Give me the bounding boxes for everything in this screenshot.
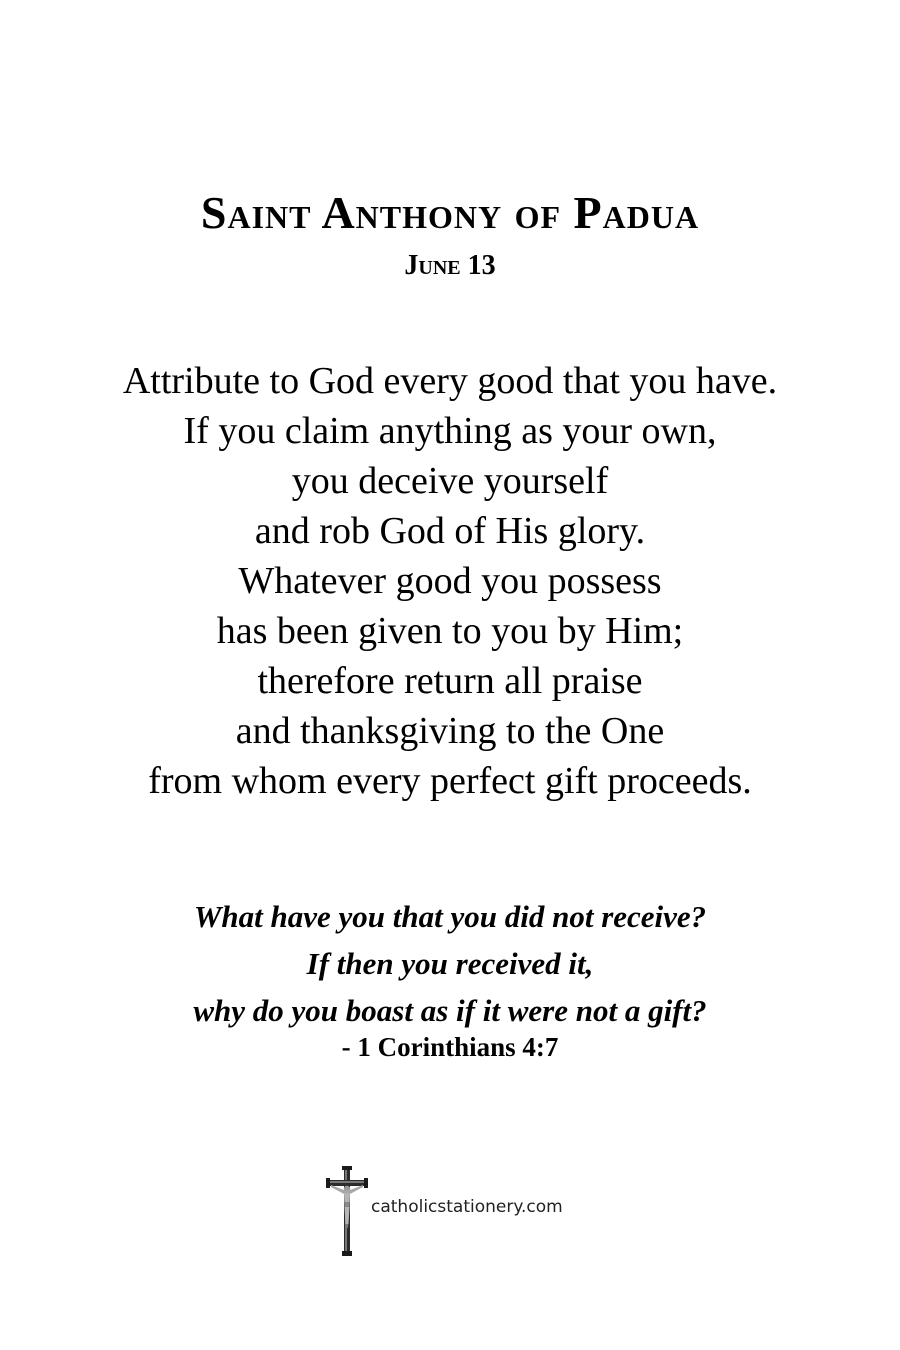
quote-line: Attribute to God every good that you have. xyxy=(122,360,778,402)
quote-line: has been given to you by Him; xyxy=(216,610,684,652)
scripture-verse xyxy=(0,893,900,1034)
quote-line: from whom every perfect gift proceeds. xyxy=(148,760,752,802)
feast-date: June 13 xyxy=(404,250,496,281)
quote-line: and rob God of His glory. xyxy=(254,510,646,552)
saint-quote xyxy=(0,356,900,806)
website-link[interactable]: catholicstationery.com xyxy=(371,1197,563,1217)
verse-line: What have you that you did not receive? xyxy=(193,899,707,934)
scripture-reference: - 1 Corinthians 4:7 xyxy=(341,1032,559,1062)
verse-line: If then you received it, xyxy=(306,946,594,981)
verse-line: why do you boast as if it were not a gift? xyxy=(193,993,707,1028)
quote-line: therefore return all praise xyxy=(257,660,643,702)
footer-brand xyxy=(326,1166,563,1256)
quote-line: and thanksgiving to the One xyxy=(235,710,665,752)
saint-name-title: Saint Anthony of Padua xyxy=(200,187,700,238)
quote-line: Whatever good you possess xyxy=(238,560,662,602)
quote-line: If you claim anything as your own, xyxy=(183,410,717,452)
quote-line: you deceive yourself xyxy=(291,460,609,502)
crucifix-icon xyxy=(326,1166,368,1256)
